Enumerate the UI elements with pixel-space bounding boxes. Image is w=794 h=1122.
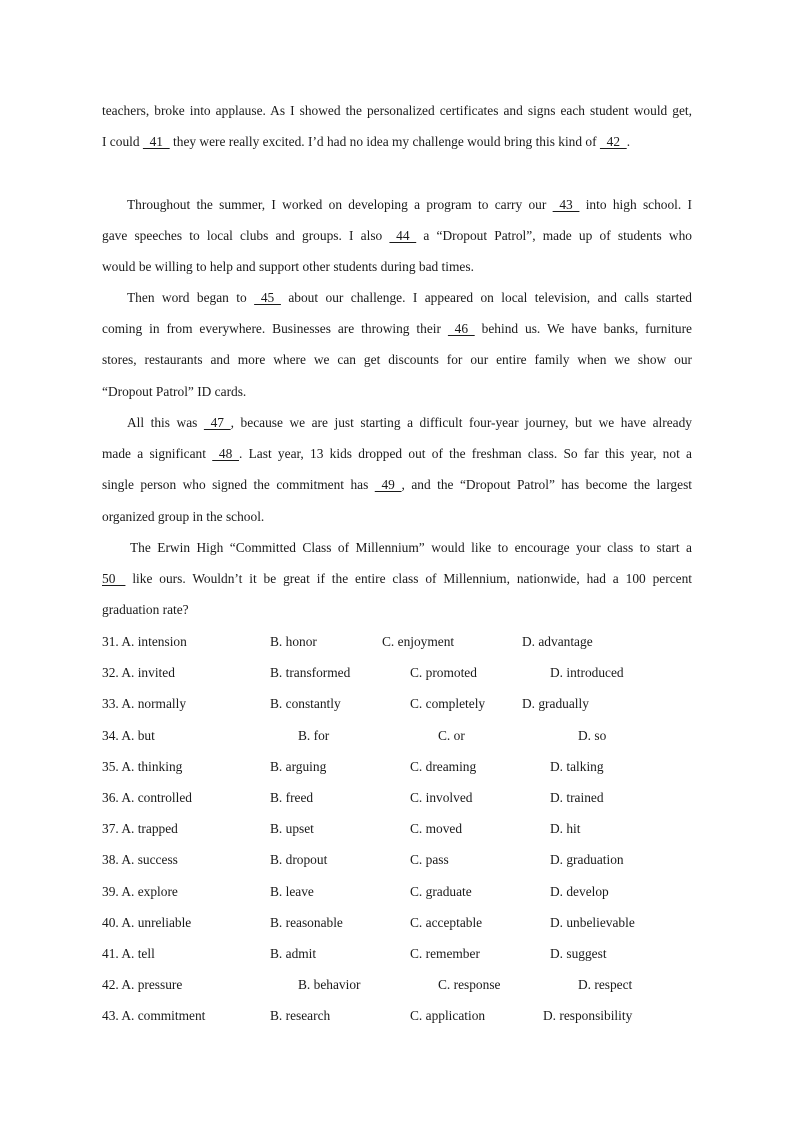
option-c: C. acceptable [410, 914, 483, 930]
option-a: 37. A. trapped [102, 821, 178, 837]
passage-line [102, 313, 692, 344]
passage-paragraph-2 [102, 282, 692, 407]
option-a: 35. A. thinking [102, 758, 183, 774]
question-row [102, 969, 702, 1000]
text-run: gave speeches to local clubs and groups. I also [102, 228, 390, 244]
passage-paragraph-4 [102, 532, 692, 626]
option-c: C. application [410, 1008, 486, 1024]
blank-49: 49 [374, 477, 402, 493]
option-c: C. pass [410, 852, 449, 868]
passage-line [102, 126, 692, 157]
passage-line [102, 563, 692, 594]
blank-50: 50 [102, 571, 126, 587]
option-a: 33. A. normally [102, 696, 187, 712]
blank-41: 41 [142, 134, 170, 150]
question-row [102, 876, 702, 907]
option-a: 42. A. pressure [102, 977, 183, 993]
question-row [102, 813, 702, 844]
passage-line [102, 189, 692, 220]
option-a: 31. A. intension [102, 634, 187, 649]
passage-paragraph-0 [102, 95, 692, 157]
option-c: C. promoted [410, 665, 477, 681]
option-d: D. talking [550, 758, 604, 774]
blank-44: 44 [389, 228, 417, 244]
question-row [102, 844, 702, 875]
option-d: D. graduation [550, 852, 624, 868]
passage-line: stores, restaurants and more where we can get discounts for our entire family when we show our [102, 352, 692, 368]
question-row [102, 688, 702, 719]
question-row [102, 907, 702, 938]
option-d: D. trained [550, 789, 604, 805]
question-row [102, 751, 702, 782]
option-d: D. respect [578, 977, 633, 993]
option-b: B. freed [270, 789, 314, 805]
option-b: B. research [270, 1008, 331, 1024]
passage-paragraph-3 [102, 407, 692, 532]
text-run: Then word began to [127, 290, 255, 305]
blank-47: 47 [203, 415, 231, 430]
passage-line: “Dropout Patrol” ID cards. [102, 383, 247, 399]
question-row [102, 1000, 702, 1031]
text-run: single person who signed the commitment has [102, 477, 375, 493]
option-b: B. reasonable [270, 914, 343, 930]
text-run: into high school. I [579, 197, 692, 212]
question-row [102, 626, 702, 657]
option-d: D. advantage [522, 634, 593, 649]
text-run: . [626, 134, 631, 150]
text-run: , and the “Dropout Patrol” has become the largest [401, 477, 692, 493]
text-run: about our challenge. I appeared on local television, and calls started [280, 290, 692, 305]
text-run: coming in from everywhere. Businesses are throwing their [102, 321, 448, 337]
passage-line: organized group in the school. [102, 508, 265, 524]
option-d: D. gradually [522, 696, 589, 712]
passage-line [102, 282, 692, 313]
option-c: C. remember [410, 945, 480, 961]
passage-line [102, 438, 692, 469]
passage-line [102, 220, 692, 251]
option-b: B. admit [270, 945, 317, 961]
question-row [102, 720, 702, 751]
text-run: I could [102, 134, 143, 150]
text-run: All this was [127, 415, 204, 430]
option-b: B. arguing [270, 758, 327, 774]
question-row [102, 782, 702, 813]
blank-48: 48 [212, 446, 240, 462]
option-d: D. introduced [550, 665, 624, 681]
option-c: C. involved [410, 789, 473, 805]
passage-line [102, 469, 692, 500]
option-c: C. enjoyment [382, 634, 455, 649]
blank-43: 43 [552, 197, 580, 212]
passage-paragraph-1 [102, 189, 692, 283]
passage-line: would be willing to help and support other students during bad times. [102, 259, 474, 275]
option-d: D. responsibility [543, 1008, 633, 1024]
option-b: B. honor [270, 634, 317, 649]
option-a: 36. A. controlled [102, 789, 193, 805]
option-a: 40. A. unreliable [102, 914, 192, 930]
option-b: B. behavior [298, 977, 361, 993]
option-b: B. upset [270, 821, 314, 837]
option-a: 39. A. explore [102, 883, 178, 899]
text-run: , because we are just starting a difficult four-year journey, but we have already [230, 415, 692, 430]
passage-line [102, 407, 692, 438]
option-b: B. transformed [270, 665, 351, 681]
passage-line: graduation rate? [102, 602, 189, 618]
option-a: 34. A. but [102, 727, 155, 743]
option-b: B. dropout [270, 852, 328, 868]
option-a: 32. A. invited [102, 665, 175, 681]
text-run: Throughout the summer, I worked on developing a program to carry our [127, 197, 553, 212]
option-d: D. develop [550, 883, 609, 899]
option-d: D. suggest [550, 945, 607, 961]
option-c: C. completely [410, 696, 486, 712]
option-c: C. or [438, 727, 465, 743]
blank-42: 42 [599, 134, 627, 150]
option-a: 38. A. success [102, 852, 178, 868]
option-c: C. response [438, 977, 501, 993]
option-d: D. unbelievable [550, 914, 635, 930]
text-run: a “Dropout Patrol”, made up of students who [416, 228, 692, 244]
passage-line: teachers, broke into applause. As I showed the personalized certificates and signs each student would get, [102, 103, 692, 118]
option-b: B. constantly [270, 696, 341, 712]
option-b: B. leave [270, 883, 314, 899]
option-c: C. graduate [410, 883, 472, 899]
option-d: D. so [578, 727, 607, 743]
blank-45: 45 [254, 290, 281, 305]
question-row [102, 657, 702, 688]
option-a: 41. A. tell [102, 945, 155, 961]
question-options [102, 626, 702, 1031]
text-run: behind us. We have banks, furniture [474, 321, 693, 337]
option-b: B. for [298, 727, 330, 743]
text-run: made a significant [102, 446, 213, 462]
text-run: . Last year, 13 kids dropped out of the freshman class. So far this year, not a [239, 446, 692, 462]
blank-46: 46 [447, 321, 475, 337]
option-a: 43. A. commitment [102, 1008, 206, 1024]
option-c: C. dreaming [410, 758, 477, 774]
question-row [102, 938, 702, 969]
option-c: C. moved [410, 821, 463, 837]
option-d: D. hit [550, 821, 581, 837]
text-run: like ours. Wouldn’t it be great if the entire class of Millennium, nationwide, had a 100 percent [125, 571, 692, 587]
passage-line: The Erwin High “Committed Class of Millennium” would like to encourage your class to start a [130, 540, 692, 555]
text-run: they were really excited. I’d had no idea my challenge would bring this kind of [169, 134, 600, 150]
